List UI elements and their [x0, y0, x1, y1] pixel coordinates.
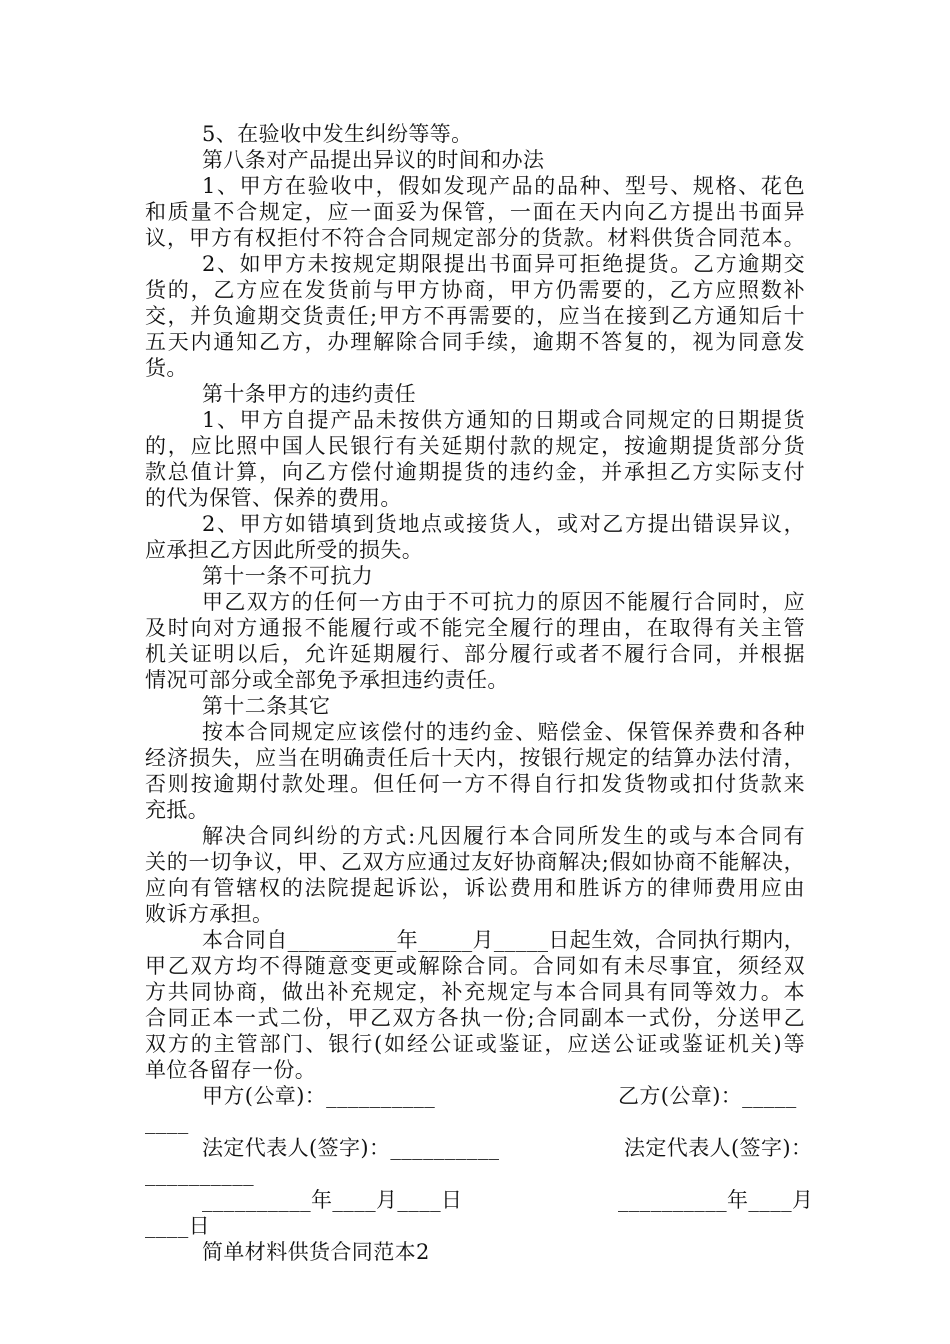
party-b-representative-continued: __________ [145, 1162, 254, 1186]
text-line: 关的一切争议，甲、乙双方应通过友好协商解决;假如协商不能解决， [145, 850, 805, 874]
text-line: 及时向对方通报不能履行或不能完全履行的理由，在取得有关主管 [145, 616, 805, 640]
text-line: 方共同协商，做出补充规定，补充规定与本合同具有同等效力。本 [145, 980, 805, 1004]
section-heading: 第十一条不可抗力 [202, 564, 374, 588]
text-line: 情况可部分或全部免予承担违约责任。 [145, 668, 509, 692]
text-line: 机关证明以后，允许延期履行、部分履行或者不履行合同，并根据 [145, 642, 805, 666]
next-document-title: 简单材料供货合同范本2 [202, 1240, 430, 1264]
party-b-date: __________年____月 [618, 1188, 814, 1212]
text-line: 1、甲方在验收中，假如发现产品的品种、型号、规格、花色 [202, 174, 805, 198]
text-line: 合同正本一式二份，甲乙双方各执一份;合同副本一式份，分送甲乙 [145, 1006, 805, 1030]
party-b-representative: 法定代表人(签字)： [624, 1136, 813, 1160]
party-b-date-continued: ____日 [145, 1214, 210, 1238]
text-line: 解决合同纠纷的方式:凡因履行本合同所发生的或与本合同有 [202, 824, 805, 848]
text-line: 双方的主管部门、银行(如经公证或鉴证，应送公证或鉴证机关)等 [145, 1032, 805, 1056]
text-line: 应承担乙方因此所受的损失。 [145, 538, 424, 562]
text-line: 否则按逾期付款处理。但任何一方不得自行扣发货物或扣付货款来 [145, 772, 805, 796]
section-heading: 第八条对产品提出异议的时间和办法 [202, 148, 545, 172]
text-line: 1、甲方自提产品未按供方通知的日期或合同规定的日期提货 [202, 408, 805, 432]
text-line: 单位各留存一份。 [145, 1058, 317, 1082]
party-a-seal: 甲方(公章)：__________ [202, 1084, 436, 1108]
text-line: 的，应比照中国人民银行有关延期付款的规定，按逾期提货部分货 [145, 434, 805, 458]
text-line: 2、如甲方未按规定期限提出书面异可拒绝提货。乙方逾期交 [202, 252, 805, 276]
text-line: 五天内通知乙方，办理解除合同手续，逾期不答复的，视为同意发 [145, 330, 805, 354]
text-line: 货。 [145, 356, 188, 380]
text-line: 款总值计算，向乙方偿付逾期提货的违约金，并承担乙方实际支付 [145, 460, 805, 484]
text-line: 和质量不合规定，应一面妥为保管，一面在天内向乙方提出书面异 [145, 200, 805, 224]
text-line: 败诉方承担。 [145, 902, 274, 926]
text-line: 交，并负逾期交货责任;甲方不再需要的，应当在接到乙方通知后十 [145, 304, 805, 328]
party-b-seal: 乙方(公章)：_____ [618, 1084, 797, 1108]
text-line: 甲乙双方的任何一方由于不可抗力的原因不能履行合同时，应 [202, 590, 805, 614]
text-line: 应向有管辖权的法院提起诉讼，诉讼费用和胜诉方的律师费用应由 [145, 876, 805, 900]
text-line: 5、在验收中发生纠纷等等。 [202, 122, 473, 146]
text-line: 议，甲方有权拒付不符合合同规定部分的货款。材料供货合同范本。 [145, 226, 805, 250]
text-line: 按本合同规定应该偿付的违约金、赔偿金、保管保养费和各种 [202, 720, 805, 744]
text-line: 2、甲方如错填到货地点或接货人，或对乙方提出错误异议， [202, 512, 805, 536]
text-line: 货的，乙方应在发货前与甲方协商，甲方仍需要的，乙方应照数补 [145, 278, 805, 302]
section-heading: 第十二条其它 [202, 694, 331, 718]
party-a-representative: 法定代表人(签字)：__________ [202, 1136, 500, 1160]
text-line: 甲乙双方均不得随意变更或解除合同。合同如有未尽事宜，须经双 [145, 954, 805, 978]
text-line: 经济损失，应当在明确责任后十天内，按银行规定的结算办法付清， [145, 746, 805, 770]
text-line: 充抵。 [145, 798, 210, 822]
party-b-seal-continued: ____ [145, 1110, 189, 1134]
text-line: 的代为保管、保养的费用。 [145, 486, 402, 510]
section-heading: 第十条甲方的违约责任 [202, 382, 416, 406]
text-line: 本合同自__________年_____月_____日起生效，合同执行期内， [202, 928, 806, 952]
party-a-date: __________年____月____日 [202, 1188, 463, 1212]
